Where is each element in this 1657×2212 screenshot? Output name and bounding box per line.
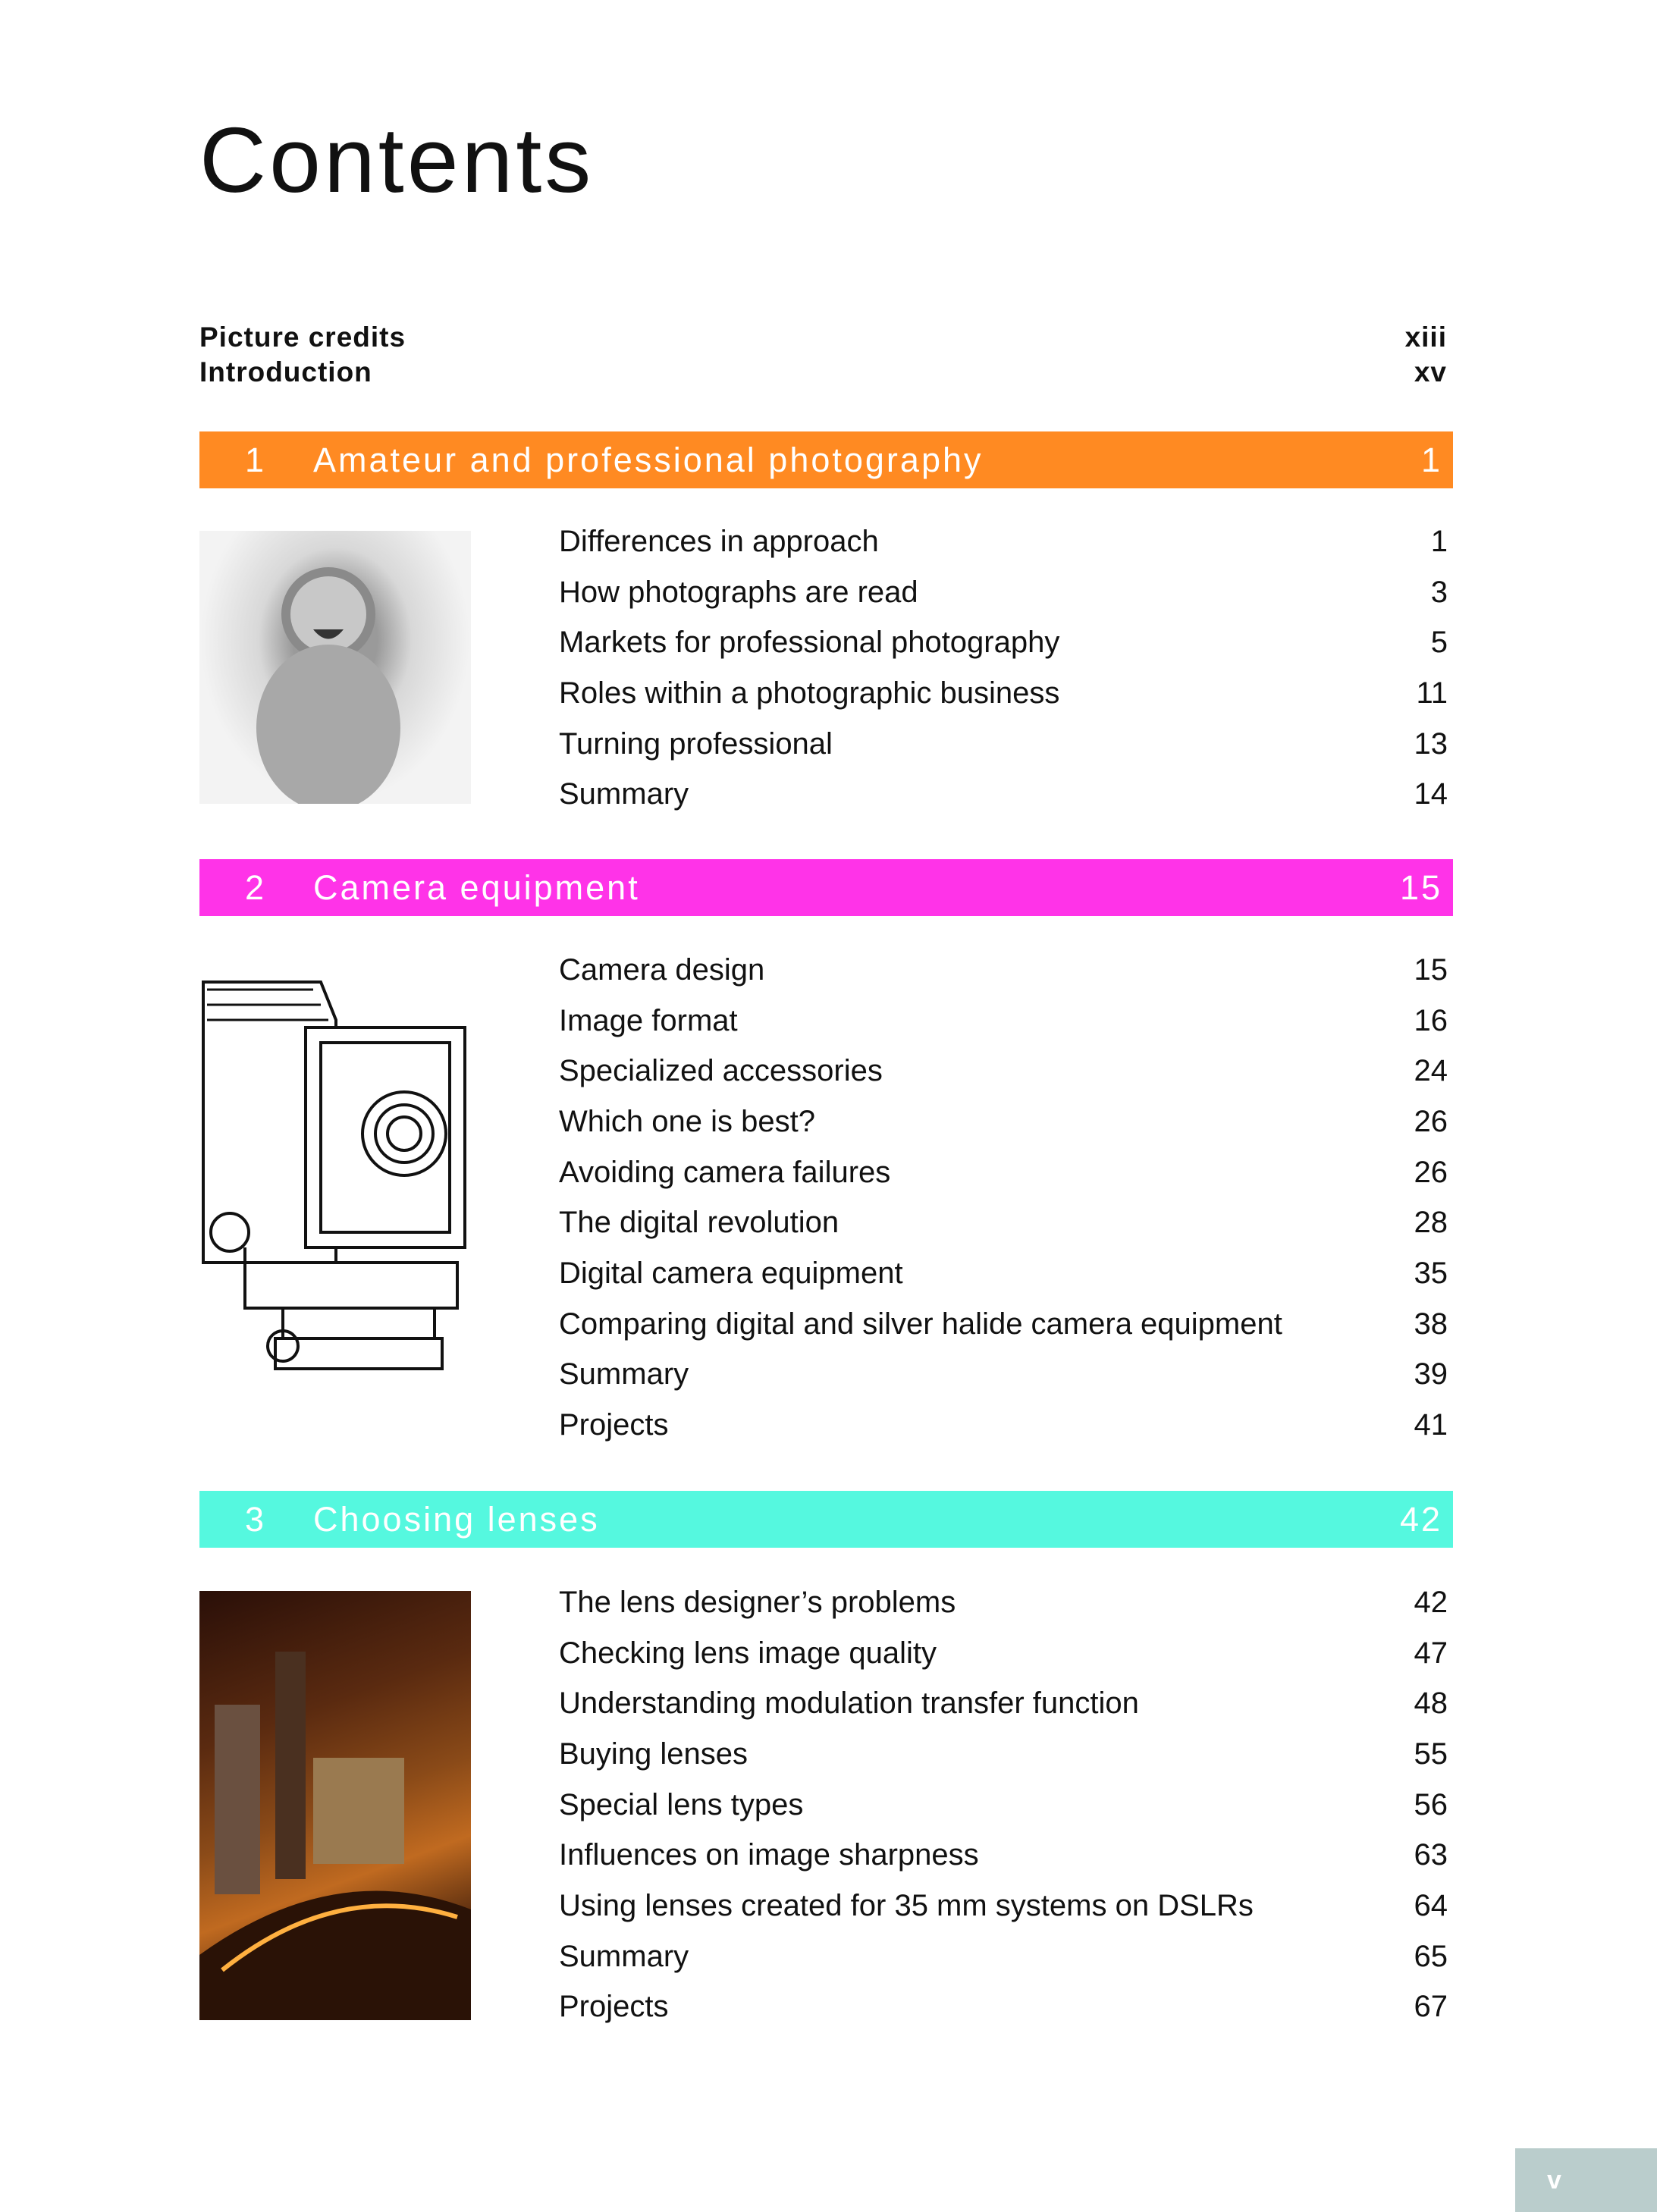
toc-page: 65 (1414, 1939, 1448, 1973)
toc-label: The digital revolution (559, 1206, 839, 1240)
toc-entry[interactable] (559, 1577, 1448, 1628)
toc-entry[interactable] (559, 668, 1448, 719)
toc-entry[interactable] (559, 945, 1448, 996)
toc-entry[interactable] (559, 1931, 1448, 1982)
chapter-title: Camera equipment (313, 868, 640, 907)
toc-label: Checking lens image quality (559, 1636, 937, 1670)
page-title: Contents (199, 108, 595, 212)
baby-photo (199, 531, 471, 804)
toc-entry[interactable] (559, 996, 1448, 1046)
toc-page: 63 (1414, 1838, 1448, 1872)
toc-page: 42 (1414, 1585, 1448, 1619)
chapter-number: 1 (245, 440, 267, 479)
toc-entry[interactable] (559, 1400, 1448, 1451)
toc-label: Summary (559, 777, 689, 811)
toc-entry[interactable] (559, 567, 1448, 618)
toc-page: 15 (1414, 952, 1448, 987)
toc-page: 38 (1414, 1307, 1448, 1341)
chapter-page: 15 (1399, 868, 1442, 907)
toc-label: Projects (559, 1408, 669, 1442)
toc-entry[interactable] (559, 1729, 1448, 1780)
toc-page: 47 (1414, 1636, 1448, 1670)
toc-label: Markets for professional photography (559, 626, 1060, 660)
toc-label: Comparing digital and silver halide camera equipment (559, 1307, 1282, 1341)
toc-page: 28 (1414, 1206, 1448, 1240)
toc-page: 41 (1414, 1408, 1448, 1442)
toc-page: 1 (1430, 524, 1448, 558)
toc-entry[interactable] (559, 1197, 1448, 1248)
toc-page: xv (1414, 356, 1447, 387)
toc-label: Turning professional (559, 726, 833, 761)
toc-label: Digital camera equipment (559, 1256, 903, 1290)
chapter-1-entries (559, 516, 1448, 820)
toc-page: 24 (1414, 1054, 1448, 1088)
chapter-page: 1 (1420, 440, 1442, 479)
toc-entry[interactable] (559, 1350, 1448, 1401)
toc-front-introduction[interactable] (199, 356, 1447, 388)
toc-entry[interactable] (559, 1830, 1448, 1881)
toc-page: xiii (1404, 322, 1447, 353)
toc-page: 35 (1414, 1256, 1448, 1290)
toc-front-picture-credits[interactable] (199, 322, 1447, 353)
view-camera-illustration (199, 959, 471, 1404)
toc-label: Summary (559, 1357, 689, 1392)
chapter-number: 3 (245, 1499, 267, 1539)
toc-page: 14 (1414, 777, 1448, 811)
toc-entry[interactable] (559, 516, 1448, 567)
toc-label: Picture credits (199, 322, 406, 353)
toc-label: Using lenses created for 35 mm systems on DSLRs (559, 1888, 1254, 1922)
toc-label: Understanding modulation transfer function (559, 1686, 1139, 1721)
toc-page: 64 (1414, 1888, 1448, 1922)
toc-label: Specialized accessories (559, 1054, 883, 1088)
toc-label: How photographs are read (559, 575, 918, 609)
toc-label: Projects (559, 1990, 669, 2024)
city-night-photo (199, 1591, 471, 2020)
toc-page: 3 (1430, 575, 1448, 609)
toc-entry[interactable] (559, 719, 1448, 770)
toc-label: Buying lenses (559, 1737, 748, 1771)
toc-page: 55 (1414, 1737, 1448, 1771)
toc-page: 13 (1414, 726, 1448, 761)
toc-entry[interactable] (559, 1881, 1448, 1931)
toc-page: 39 (1414, 1357, 1448, 1392)
page-number-tab (1515, 2148, 1657, 2212)
toc-entry[interactable] (559, 1628, 1448, 1679)
chapter-2-entries (559, 945, 1448, 1451)
toc-label: Summary (559, 1939, 689, 1973)
chapter-3-entries (559, 1577, 1448, 2032)
toc-page: 11 (1416, 676, 1448, 710)
toc-label: Special lens types (559, 1787, 804, 1821)
toc-label: Roles within a photographic business (559, 676, 1060, 710)
toc-page: 5 (1430, 626, 1448, 660)
toc-label: Influences on image sharpness (559, 1838, 979, 1872)
chapter-3-header[interactable] (199, 1491, 1453, 1548)
toc-page: 26 (1414, 1104, 1448, 1138)
toc-entry[interactable] (559, 1097, 1448, 1147)
toc-entry[interactable] (559, 1678, 1448, 1729)
toc-label: Avoiding camera failures (559, 1155, 891, 1189)
toc-label: Which one is best? (559, 1104, 815, 1138)
chapter-title: Choosing lenses (313, 1499, 600, 1539)
page-number: v (1547, 2165, 1561, 2195)
chapter-1-header[interactable] (199, 431, 1453, 488)
toc-page: 56 (1414, 1787, 1448, 1821)
toc-entry[interactable] (559, 1147, 1448, 1198)
toc-label: Image format (559, 1003, 738, 1037)
chapter-2-header[interactable] (199, 859, 1453, 916)
toc-entry[interactable] (559, 1780, 1448, 1831)
toc-label: Camera design (559, 952, 765, 987)
toc-entry[interactable] (559, 1299, 1448, 1350)
toc-entry[interactable] (559, 1248, 1448, 1299)
toc-label: The lens designer’s problems (559, 1585, 956, 1619)
toc-entry[interactable] (559, 1982, 1448, 2033)
toc-page: 26 (1414, 1155, 1448, 1189)
toc-entry[interactable] (559, 1046, 1448, 1097)
toc-page: 67 (1414, 1990, 1448, 2024)
toc-label: Differences in approach (559, 524, 879, 558)
toc-page: 16 (1414, 1003, 1448, 1037)
chapter-number: 2 (245, 868, 267, 907)
toc-entry[interactable] (559, 617, 1448, 668)
chapter-page: 42 (1399, 1499, 1442, 1539)
chapter-title: Amateur and professional photography (313, 440, 984, 479)
toc-label: Introduction (199, 356, 372, 387)
toc-page: 48 (1414, 1686, 1448, 1721)
toc-entry[interactable] (559, 769, 1448, 820)
